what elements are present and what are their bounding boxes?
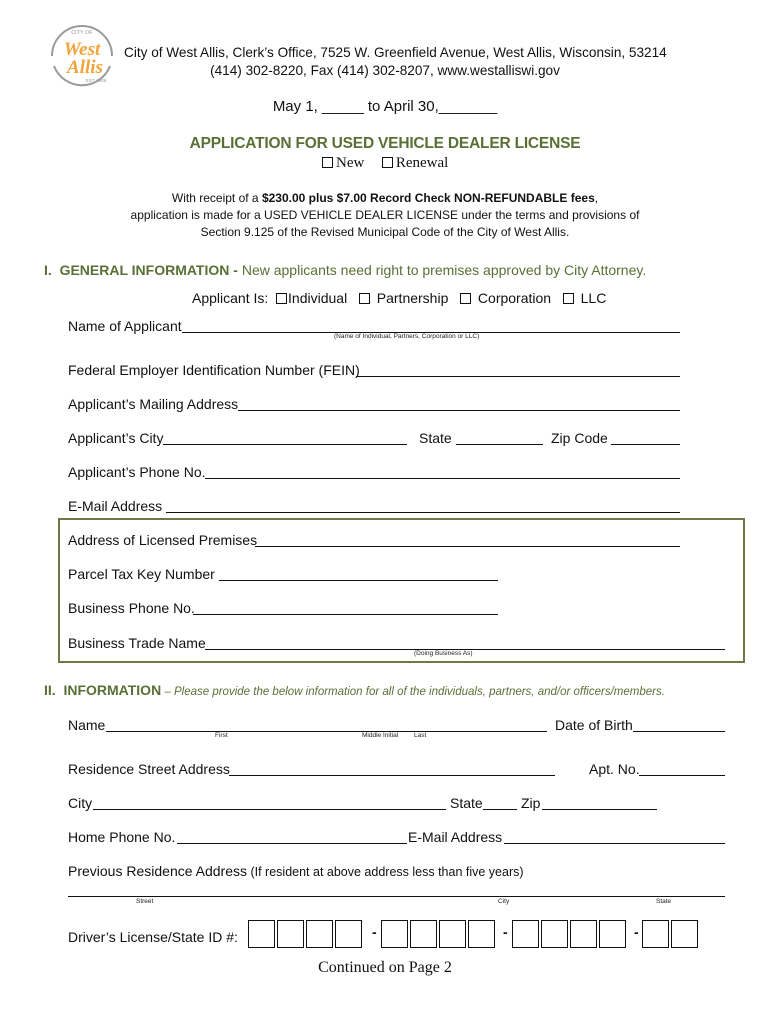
prev-street-hint: Street [136, 898, 154, 905]
drivers-license-label: Driver’s License/State ID #: [68, 929, 238, 945]
dob-field[interactable] [633, 731, 725, 732]
section2-heading: II. INFORMATION – Please provide the below information for all of the individuals, partners, and/or officers/members. [44, 682, 665, 698]
license-digit-box[interactable] [248, 920, 275, 948]
license-digit-box[interactable] [512, 920, 539, 948]
fein-label: Federal Employer Identification Number (FEIN) [68, 362, 360, 378]
first-hint: First [215, 732, 228, 739]
header-address: City of West Allis, Clerk’s Office, 7525 W. Greenfield Avenue, West Allis, Wisconsin, 53214 [124, 45, 667, 60]
partnership-checkbox[interactable] [359, 293, 370, 304]
license-digit-box[interactable] [381, 920, 408, 948]
premises-address-field[interactable] [255, 546, 680, 547]
section1-heading: I. GENERAL INFORMATION - New applicants need right to premises approved by City Attorney. [44, 262, 647, 278]
license-dash: - [634, 924, 639, 940]
license-digit-box[interactable] [439, 920, 466, 948]
previous-address-label: Previous Residence Address (If resident at above address less than five years) [68, 863, 524, 879]
mailing-address-label: Applicant’s Mailing Address [68, 396, 239, 412]
residence-street-label: Residence Street Address [68, 761, 230, 777]
applicant-zip-label: Zip Code [551, 430, 608, 446]
applicant-type-row: Applicant Is: Individual Partnership Corporation LLC [192, 290, 607, 306]
person-email-label: E-Mail Address [408, 829, 503, 845]
applicant-state-label: State [419, 430, 452, 446]
license-period: May 1, _____ to April 30,_______ [272, 98, 498, 115]
home-phone-field[interactable] [177, 843, 407, 844]
trade-name-hint: (Doing Business As) [414, 650, 473, 657]
logo-est: EST. 1906 [85, 78, 107, 83]
applicant-phone-label: Applicant’s Phone No. [68, 464, 206, 480]
parcel-label: Parcel Tax Key Number [68, 566, 215, 582]
applicant-email-label: E-Mail Address [68, 498, 163, 514]
person-name-field[interactable] [106, 731, 547, 732]
person-state-field[interactable] [483, 809, 517, 810]
intro-text: With receipt of a $230.00 plus $7.00 Record Check NON-REFUNDABLE fees, application is made for a USED VEHICLE DEALER LICENSE under the terms and provisions of Section 9.125 of the Revised Municipal Code of the City of West Allis. [130, 191, 640, 239]
license-digit-box[interactable] [335, 920, 362, 948]
license-digit-box[interactable] [277, 920, 304, 948]
person-email-field[interactable] [504, 843, 725, 844]
individual-checkbox[interactable] [276, 293, 287, 304]
renewal-checkbox[interactable] [382, 157, 393, 168]
apt-label: Apt. No. [589, 761, 640, 777]
corporation-checkbox[interactable] [460, 293, 471, 304]
license-digit-box[interactable] [306, 920, 333, 948]
person-city-field[interactable] [93, 809, 446, 810]
license-digit-box[interactable] [671, 920, 698, 948]
mailing-address-field[interactable] [238, 410, 680, 411]
logo-line2: Allis [67, 57, 103, 78]
llc-checkbox[interactable] [563, 293, 574, 304]
license-digit-box[interactable] [541, 920, 568, 948]
license-digit-box[interactable] [468, 920, 495, 948]
license-dash: - [503, 924, 508, 940]
applicant-city-field[interactable] [163, 444, 407, 445]
fein-field[interactable] [356, 376, 680, 377]
residence-street-field[interactable] [229, 775, 555, 776]
license-digit-box[interactable] [642, 920, 669, 948]
logo-top-text: CITY OF [71, 30, 93, 36]
license-digit-box[interactable] [599, 920, 626, 948]
person-zip-label: Zip [521, 795, 541, 811]
header-contact: (414) 302-8220, Fax (414) 302-8207, www.westalliswi.gov [210, 63, 560, 78]
previous-address-field[interactable] [68, 896, 725, 897]
license-dash: - [372, 924, 377, 940]
middle-initial-hint: Middle Initial [362, 732, 399, 739]
license-digit-box[interactable] [410, 920, 437, 948]
application-type: New Renewal [322, 155, 448, 172]
city-logo [44, 22, 120, 90]
license-digit-box[interactable] [570, 920, 597, 948]
logo-line1: West [63, 39, 101, 60]
applicant-phone-field[interactable] [205, 478, 680, 479]
prev-state-hint: State [656, 898, 672, 905]
parcel-field[interactable] [219, 580, 498, 581]
applicant-name-label: Name of Applicant [68, 318, 182, 334]
person-city-label: City [68, 795, 93, 811]
trade-name-label: Business Trade Name [68, 635, 206, 651]
prev-city-hint: City [498, 898, 510, 905]
business-phone-label: Business Phone No. [68, 600, 195, 616]
business-phone-field[interactable] [193, 614, 498, 615]
premises-address-label: Address of Licensed Premises [68, 532, 258, 548]
new-checkbox[interactable] [322, 157, 333, 168]
applicant-email-field[interactable] [166, 512, 680, 513]
form-title: APPLICATION FOR USED VEHICLE DEALER LICENSE [189, 135, 581, 152]
applicant-name-hint: (Name of Individual, Partners, Corporation or LLC) [334, 333, 480, 340]
continued-note: Continued on Page 2 [318, 959, 452, 976]
last-hint: Last [414, 732, 427, 739]
person-name-label: Name [68, 717, 106, 733]
person-state-label: State [450, 795, 483, 811]
applicant-zip-field[interactable] [611, 444, 680, 445]
applicant-city-label: Applicant’s City [68, 430, 164, 446]
dob-label: Date of Birth [555, 717, 633, 733]
person-zip-field[interactable] [542, 809, 657, 810]
applicant-state-field[interactable] [456, 444, 543, 445]
home-phone-label: Home Phone No. [68, 829, 176, 845]
apt-field[interactable] [639, 775, 725, 776]
